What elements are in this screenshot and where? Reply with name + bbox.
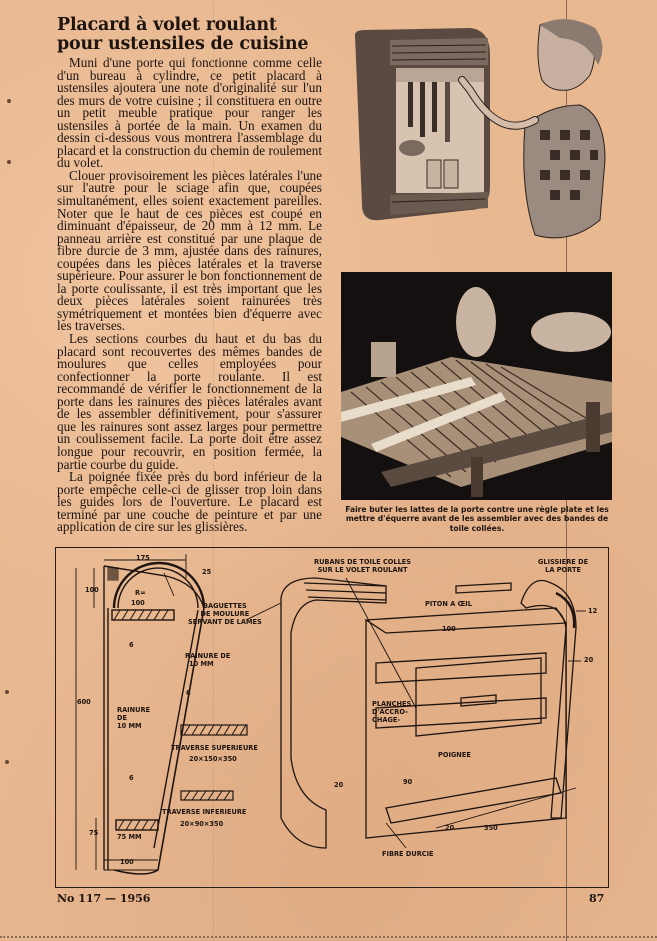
punch-hole	[5, 760, 9, 764]
article-title	[57, 16, 342, 54]
dim-12: 12	[588, 607, 598, 615]
exploded-assembly	[281, 578, 576, 848]
rubans-line: SUR LE VOLET ROULANT	[317, 566, 408, 575]
traverse-sup-dims: 20×150×350	[189, 755, 237, 763]
dim-25: 25	[202, 568, 212, 576]
rainure-left-label	[117, 706, 150, 731]
dim-350: 350	[484, 824, 498, 832]
poignee-label: POIGNEE	[438, 751, 471, 759]
dim-100-bottom: 100	[120, 858, 134, 866]
clamp	[586, 402, 600, 452]
dim-75mm: 75 MM	[117, 833, 142, 841]
glissiere-line: LA PORTE	[545, 566, 581, 575]
rainure-line: 10 MM	[117, 722, 142, 731]
punch-hole	[7, 160, 11, 164]
dim-600: 600	[77, 698, 91, 706]
punch-hole	[7, 99, 11, 103]
piton-label: PITON A ŒIL	[425, 600, 472, 608]
dim-20-right: 20	[584, 656, 594, 664]
glissiere-label	[538, 558, 588, 574]
planches-label	[372, 700, 411, 725]
clamp	[471, 457, 483, 497]
page-number: 87	[589, 892, 605, 905]
slats-photo-graphic	[341, 272, 612, 500]
issue-number: No 117 — 1956	[57, 892, 151, 905]
baguettes-line: BAGUETTES	[202, 602, 247, 610]
rainure-line: RAINURE	[117, 706, 151, 714]
rainure-line: DE	[117, 714, 127, 723]
roll-top-cabinet	[355, 28, 490, 220]
left-hand	[456, 287, 496, 357]
dim-90: 90	[403, 778, 413, 786]
baguettes-label	[188, 602, 262, 627]
title-line-1: Placard à volet roulant	[57, 15, 277, 35]
dim-100-top: 100	[85, 586, 99, 594]
traverse-inf-label: TRAVERSE INFERIEURE	[162, 808, 247, 816]
workshop-photo	[341, 272, 612, 500]
article-body	[57, 57, 322, 534]
rainure-right-label	[185, 652, 230, 668]
traverse-inf-dims: 20×90×350	[180, 820, 224, 828]
page-edge	[0, 936, 657, 938]
glue-pot	[371, 342, 396, 377]
title-line-2: pour ustensiles de cuisine	[57, 34, 309, 54]
photo-caption: Faire buter les lattes de la porte contre une règle plate et les mettre d'équerre avant de les assembler avec des bandes de toile collées.	[345, 505, 609, 533]
radius-label: R=	[135, 589, 146, 597]
paragraph: Clouer provisoirement les pièces latérales l'une sur l'autre pour le sciage afin que, coupées simultanément, elles soient exactement pareilles. Noter que le haut de ces pièces est coupé en diminuant d'épaisseur, de 20 mm à 12 mm. Le panneau arrière est constitué par une plaque de fibre durcie de 3 mm, ajustée dans des rainures, coupées dans les pièces latérales et la traverse supérieure. Pour assurer le bon fonctionnement de la porte coulissante, il est très important que les deux pièces latérales soient rainurées très symétriquement et montées bien d'équerre avec les traverses.	[57, 167, 322, 334]
planches-line: CHAGE-	[372, 716, 401, 725]
glissiere-line: GLISSIERE DE	[538, 558, 589, 566]
dim-6-b: 6	[186, 689, 191, 697]
baguettes-line: SERVANT DE LAMES	[188, 618, 262, 627]
rainure-line: RAINURE DE	[185, 652, 231, 660]
dim-20-side: 20	[334, 781, 344, 789]
paragraph: La poignée fixée près du bord inférieur de la porte empêche celle-ci de glisser trop loin dans les guides lors de l'ouverture. Le placard est terminé par une couche de peinture et par une application de cire sur les glissières.	[57, 469, 322, 535]
traverse-sup-label: TRAVERSE SUPERIEURE	[171, 744, 258, 752]
fibre-label: FIBRE DURCIE	[382, 850, 434, 858]
dim-6-a: 6	[129, 641, 134, 649]
dim-100-exploded: 100	[442, 625, 456, 633]
planches-line: PLANCHES	[372, 700, 412, 708]
dim-6-c: 6	[129, 774, 134, 782]
right-hand	[531, 312, 611, 352]
dim-20-bottom: 20	[445, 824, 455, 832]
rainure-line: 10 MM	[189, 660, 214, 669]
dim-175: 175	[136, 554, 150, 562]
paragraph: Muni d'une porte qui fonctionne comme celle d'un bureau à cylindre, ce petit placard à ustensiles ajoutera une note d'originalité sur l'un des murs de votre cuisine ; il constituera en outre un petit meuble pratique pour ranger les ustensiles à portée de la main. Un examen du dessin ci-dessous vous montrera l'assemblage du placard et la construction du chemin de roulement du volet.	[57, 55, 322, 171]
punch-hole	[5, 690, 9, 694]
rubans-label	[314, 558, 411, 574]
radius-value: 100	[131, 599, 145, 607]
baguettes-line: DE MOULURE	[200, 610, 250, 619]
paragraph: Les sections courbes du haut et du bas du placard sont recouvertes des mêmes bandes de moulures que celles employées pour confectionner la porte roulante. Il est recommandé de vérifier le fonctionnement de la porte dans les rainures des pièces latérales avant de les assembler définitivement, pour s'assurer que les rainures sont assez larges pour permettre un coulissement facile. La porte doit être assez longue pour recouvrir, en position fermée, la partie courbe du guide.	[57, 331, 322, 472]
planches-line: D'ACCRO-	[372, 708, 408, 717]
dim-75: 75	[89, 829, 99, 837]
rubans-line: RUBANS DE TOILE COLLES	[314, 558, 412, 566]
technical-diagram	[55, 547, 609, 888]
cabinet-woman-illustration	[350, 10, 615, 260]
